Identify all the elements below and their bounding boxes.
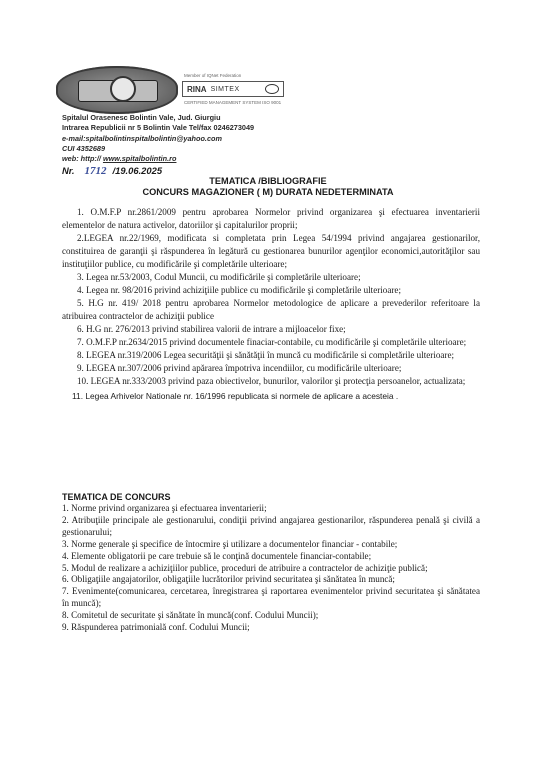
- registration-label: Nr.: [62, 165, 75, 176]
- contact-web-link[interactable]: www.spitalbolintin.ro: [102, 154, 177, 164]
- tematica-item: 5. Modul de realizare a achiziţiilor publice, proceduri de atribuire a contractelor de achiziţie publică;: [62, 562, 428, 573]
- tematica-item: 4. Elemente obligatorii pe care trebuie să le conţină documentele financiar-contabile;: [62, 550, 372, 561]
- bibliography-item: 6. H.G nr. 276/2013 privind stabilirea valorii de intrare a mijloacelor fixe;: [77, 324, 346, 334]
- contact-address: Intrarea Republicii nr 5 Bolintin Vale Tel/fax 0246273049: [62, 123, 255, 133]
- rina-name: RINA: [187, 84, 207, 94]
- bibliography-item: 10. LEGEA nr.333/2003 privind paza obiectivelor, bunurilor, valorilor şi protecţia persoanelor, actualizata;: [77, 376, 466, 386]
- bibliography-item: 8. LEGEA nr.319/2006 Legea securităţii şi sănătăţii în muncă cu modificările si completările ulterioare;: [77, 350, 455, 360]
- tematica-heading: TEMATICA DE CONCURS: [62, 492, 171, 502]
- tematica-item: 8. Comitetul de securitate şi sănătate în muncă(conf. Codului Muncii);: [62, 610, 319, 621]
- tematica-item: 2. Atribuţiile principale ale gestionarului, condiţii privind angajarea gestionarilor, răspunderea penală şi civilă a gestionarului;: [62, 514, 480, 537]
- contact-institution: Spitalul Orasenesc Bolintin Vale, Jud. Giurgiu: [62, 113, 221, 122]
- tematica-item: 3. Norme generale şi specifice de întocmire şi utilizare a documentelor financiar - contabile;: [62, 538, 398, 549]
- document-title: TEMATICA /BIBLIOGRAFIE: [209, 176, 327, 186]
- contact-block: [62, 113, 254, 164]
- registration-date: /19.06.2025: [112, 165, 163, 176]
- hospital-logo: [56, 66, 178, 114]
- iqnet-member-text: Member of IQNet Federation: [184, 73, 242, 78]
- bibliography-item: 4. Legea nr. 98/2016 privind achiziţiile publice cu modificările şi completările ulterioare;: [77, 285, 401, 295]
- simtex-name: SIMTEX: [210, 85, 240, 93]
- simtex-badge-icon: [265, 84, 279, 94]
- bibliography-item: 3. Legea nr.53/2003, Codul Muncii, cu modificările şi completările ulterioare;: [77, 272, 361, 282]
- bibliography-list: [62, 206, 480, 403]
- bibliography-item: 9. LEGEA nr.307/2006 privind apărarea împotriva incendiilor, cu modificările ulterioare;: [77, 363, 402, 373]
- bibliography-item: 1. O.M.F.P nr.2861/2009 pentru aprobarea Normelor privind organizarea şi efectuarea inventarierii elementelor de natura activelor, datoriilor şi capitalurilor proprii;: [62, 207, 480, 230]
- bibliography-item: 7. O.M.F.P nr.2634/2015 privind documentele finaciar-contabile, cu modificările şi completările ulterioare;: [77, 337, 467, 347]
- rina-simtex-logo: [182, 81, 284, 97]
- contact-email[interactable]: e-mail:spitalbolintinspitalbolintin@yahoo.com: [62, 133, 222, 143]
- bibliography-item: 11. Legea Arhivelor Nationale nr. 16/1996 republicata si normele de aplicare a acesteia .: [72, 391, 399, 401]
- contact-cui: CUI 4352689: [62, 143, 106, 153]
- certification-text: CERTIFIED MANAGEMENT SYSTEM ISO 9001: [184, 100, 282, 105]
- tematica-list: [62, 503, 480, 634]
- hospital-logo-emblem: [110, 76, 136, 102]
- bibliography-item: 2.LEGEA nr.22/1969, modificata si completata prin Legea 54/1994 privind angajarea gestionarilor, constituirea de garanţii şi răspunderea în legătură cu gestionarea bunurilor agenţilor economici,autorităţilor sau instituţiilor publice, cu modificările şi completările ulterioare;: [62, 233, 480, 269]
- tematica-item: 1. Norme privind organizarea şi efectuarea inventarierii;: [62, 503, 267, 513]
- document-subtitle: CONCURS MAGAZIONER ( M) DURATA NEDETERMINATA: [142, 187, 394, 197]
- tematica-item: 6. Obligaţiile angajatorilor, obligaţiile lucrătorilor privind securitatea şi sănătatea în muncă;: [62, 574, 395, 585]
- bibliography-item: 5. H.G nr. 419/ 2018 pentru aprobarea Normelor metodologice de aplicare a prevederilor referitoare la atribuirea contractelor de achiziţii publice: [62, 298, 480, 321]
- tematica-item: 9. Răspunderea patrimonială conf. Codului Muncii;: [62, 622, 250, 633]
- registration-handwritten-number: 1712: [84, 165, 107, 177]
- contact-web-label: web: http://: [62, 154, 101, 164]
- tematica-item: 7. Evenimente(comunicarea, cercetarea, înregistrarea şi raportarea evenimentelor privind securitatea şi sănătatea în muncă);: [62, 586, 480, 609]
- contact-web: [62, 154, 254, 164]
